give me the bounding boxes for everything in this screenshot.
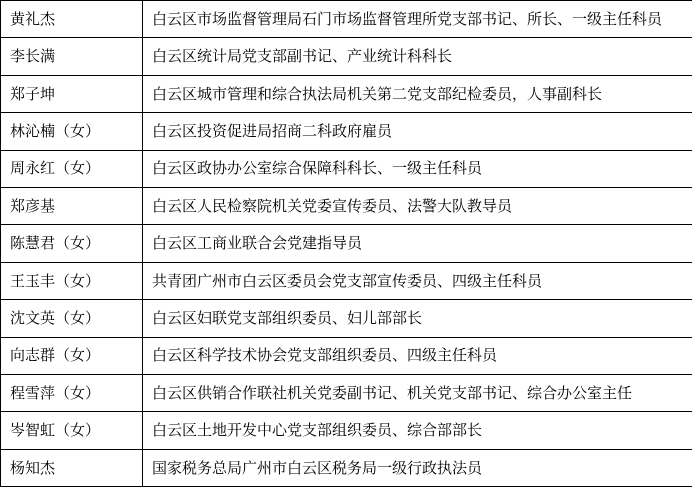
person-name: 黄礼杰	[1, 1, 143, 38]
person-name: 沈文英（女）	[1, 300, 143, 337]
table-row	[1, 75, 692, 112]
person-position: 白云区工商业联合会党建指导员	[143, 225, 692, 262]
person-name: 林沁楠（女）	[1, 113, 143, 150]
table-row	[1, 150, 692, 187]
person-name: 程雪萍（女）	[1, 374, 143, 411]
person-position: 白云区土地开发中心党支部组织委员、综合部部长	[143, 412, 692, 449]
table-row	[1, 262, 692, 299]
person-position: 白云区市场监督管理局石门市场监督管理所党支部书记、所长、一级主任科员	[143, 1, 692, 38]
table-row	[1, 374, 692, 411]
person-position: 白云区科学技术协会党支部组织委员、四级主任科员	[143, 337, 692, 374]
person-name: 周永红（女）	[1, 150, 143, 187]
person-name: 陈慧君（女）	[1, 225, 143, 262]
table-row	[1, 412, 692, 449]
person-name: 岑智虹（女）	[1, 412, 143, 449]
person-position: 白云区统计局党支部副书记、产业统计科科长	[143, 38, 692, 75]
person-name: 王玉丰（女）	[1, 262, 143, 299]
person-name: 郑子坤	[1, 75, 143, 112]
person-position: 国家税务总局广州市白云区税务局一级行政执法员	[143, 449, 692, 486]
person-position: 白云区供销合作联社机关党委副书记、机关党支部书记、综合办公室主任	[143, 374, 692, 411]
person-position: 白云区投资促进局招商二科政府雇员	[143, 113, 692, 150]
person-position: 白云区人民检察院机关党委宣传委员、法警大队教导员	[143, 187, 692, 224]
table-row	[1, 38, 692, 75]
table-row	[1, 113, 692, 150]
table-row	[1, 225, 692, 262]
person-position: 共青团广州市白云区委员会党支部宣传委员、四级主任科员	[143, 262, 692, 299]
table-row	[1, 337, 692, 374]
person-name: 杨知杰	[1, 449, 143, 486]
person-position: 白云区城市管理和综合执法局机关第二党支部纪检委员，人事副科长	[143, 75, 692, 112]
table-row	[1, 300, 692, 337]
table-row	[1, 449, 692, 486]
person-name: 郑彦基	[1, 187, 143, 224]
person-position: 白云区妇联党支部组织委员、妇儿部部长	[143, 300, 692, 337]
person-position: 白云区政协办公室综合保障科科长、一级主任科员	[143, 150, 692, 187]
roster-table-body	[1, 1, 692, 487]
table-row	[1, 1, 692, 38]
person-name: 向志群（女）	[1, 337, 143, 374]
table-row	[1, 187, 692, 224]
person-name: 李长满	[1, 38, 143, 75]
